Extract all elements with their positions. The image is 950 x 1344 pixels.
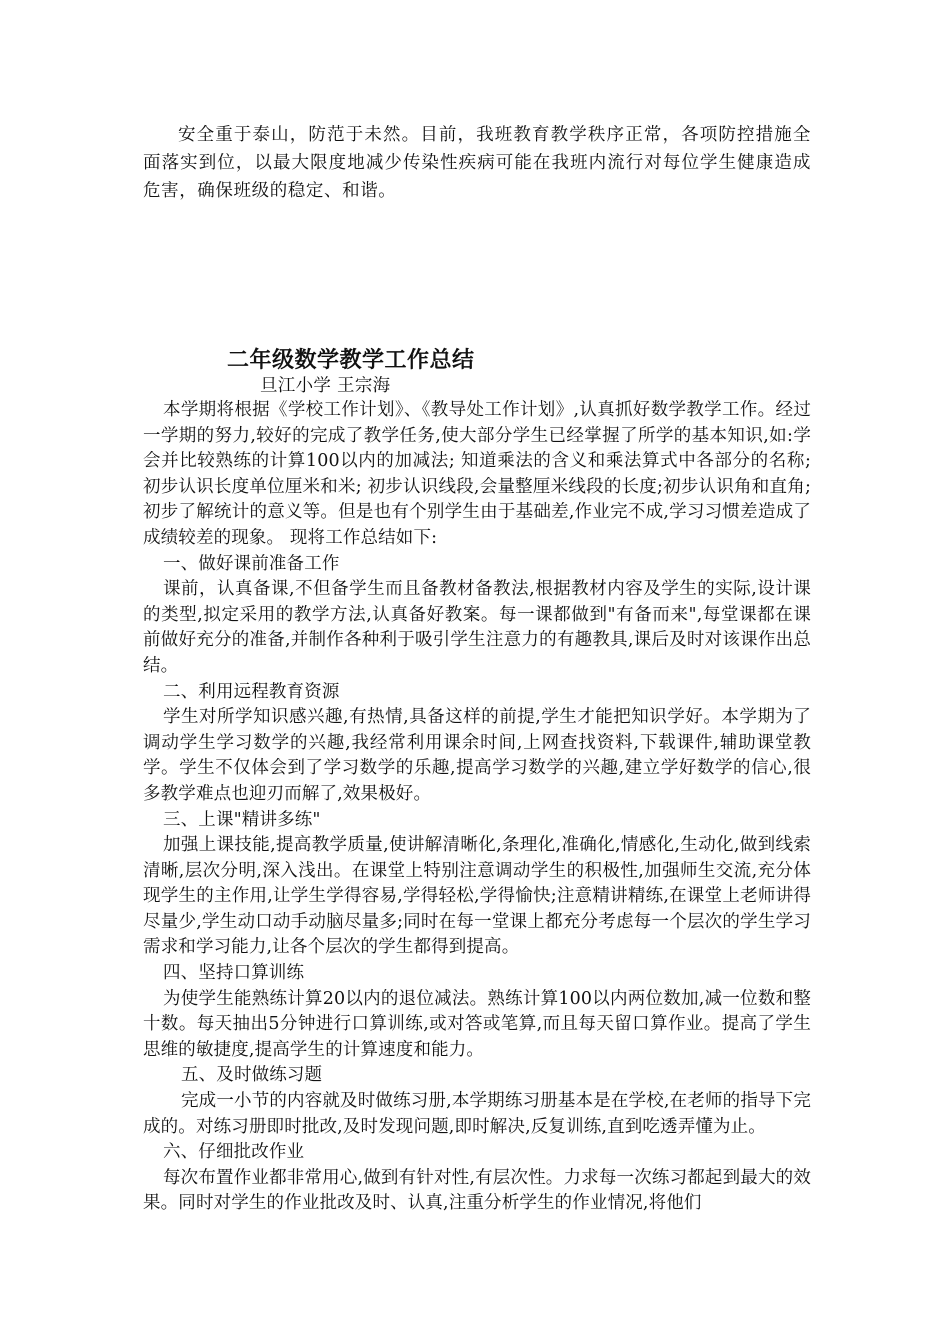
section-heading-4: 四、坚持口算训练 (163, 963, 305, 984)
section-paragraph-6: 每次布置作业都非常用心,做到有针对性,有层次性。力求每一次练习都起到最大的效果。同时对学生的作业批改及时、认真,注重分析学生的作业情况,将他们 (143, 1167, 811, 1214)
section-heading-5: 五、及时做练习题 (181, 1065, 323, 1086)
section-paragraph-3: 加强上课技能,提高教学质量,使讲解清晰化,条理化,准确化,情感化,生动化,做到线索清晰,层次分明,深入浅出。在课堂上特别注意调动学生的积极性,加强师生交流,充分体现学生的主作用,让学生学得容易,学得轻松,学得愉快;注意精讲精练,在课堂上老师讲得尽量少,学生动口动手动脑尽量多;同时在每一堂课上都充分考虑每一个层次的学生学习需求和学习能力,让各个层次的学生都得到提高。 (143, 835, 811, 958)
section-paragraph-5: 完成一小节的内容就及时做练习册,本学期练习册基本是在学校,在老师的指导下完成的。对练习册即时批改,及时发现问题,即时解决,反复训练,直到吃透弄懂为止。 (143, 1091, 811, 1137)
summary-body (143, 398, 811, 1217)
section-paragraph-1: 课前，认真备课,不但备学生而且备教材备教法,根据教材内容及学生的实际,设计课的类型,拟定采用的教学方法,认真备好教案。每一课都做到"有备而来",每堂课都在课前做好充分的准备,并制作各种利于吸引学生注意力的有趣教具,课后及时对该课作出总结。 (143, 579, 811, 676)
intro-section (143, 121, 811, 205)
section-heading-6: 六、仔细批改作业 (163, 1142, 305, 1163)
section-heading-1: 一、做好课前准备工作 (163, 553, 340, 574)
document-title: 二年级数学教学工作总结 (227, 347, 475, 373)
intro-paragraph: 安全重于泰山，防范于未然。目前，我班教育教学秩序正常，各项防控措施全面落实到位，以最大限度地减少传染性疾病可能在我班内流行对每位学生健康造成危害，确保班级的稳定、和谐。 (143, 125, 811, 201)
section-paragraph-2: 学生对所学知识感兴趣,有热情,具备这样的前提,学生才能把知识学好。本学期为了调动学生学习数学的兴趣,我经常利用课余时间,上网查找资料,下载课件,辅助课堂教学。学生不仅体会到了学习数学的乐趣,提高学习数学的兴趣,建立学好数学的信心,很多教学难点也迎刃而解了,效果极好。 (143, 707, 811, 804)
author-line: 旦江小学 王宗海 (260, 376, 391, 396)
section-heading-3: 三、上课"精讲多练" (163, 809, 321, 830)
section-heading-2: 二、利用远程教育资源 (163, 681, 340, 702)
opening-paragraph: 本学期将根据《学校工作计划》、《教导处工作计划》,认真抓好数学教学工作。经过一学期的努力,较好的完成了教学任务,使大部分学生已经掌握了所学的基本知识,如:学会并比较熟练的计算100以内的加减法; 知道乘法的含义和乘法算式中各部分的名称; 初步认识长度单位厘米和米; 初步认识线段,会量整厘米线段的长度;初步认识角和直角;初步了解统计的意义等。但是也有个别学生由于基础差,作业完不成,学习习惯差造成了成绩较差的现象。 现将工作总结如下: (143, 400, 811, 548)
section-paragraph-4: 为使学生能熟练计算20以内的退位减法。熟练计算100以内两位数加,减一位数和整十数。每天抽出5分钟进行口算训练,或对答或笔算,而且每天留口算作业。提高了学生思维的敏捷度,提高学生的计算速度和能力。 (143, 988, 811, 1060)
